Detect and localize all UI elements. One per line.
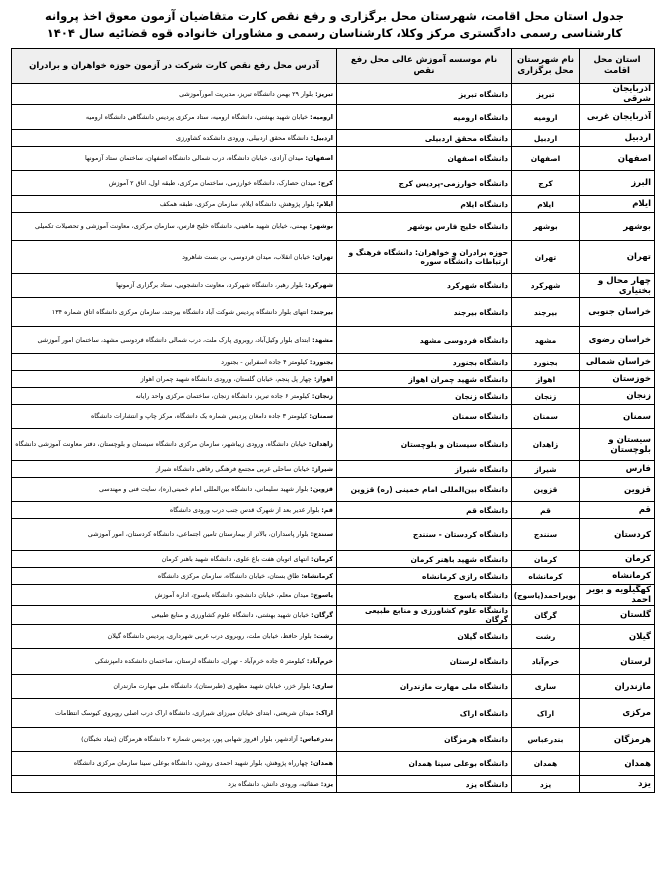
address-text: میدان معلم، خیابان دانشجو، دانشگاه یاسوج، اداره آموزش — [154, 590, 309, 599]
address-cell — [12, 130, 337, 147]
address-city-label: اصفهان: — [305, 154, 333, 163]
province-cell: لرستان — [580, 649, 655, 675]
institution-cell: دانشگاه کردستان - سنندج — [337, 519, 512, 551]
institution-cell: دانشگاه شهرکرد — [337, 274, 512, 298]
province-cell: کرمانشاه — [580, 568, 655, 585]
address-text: دانشگاه محقق اردبیلی، ورودی دانشکده کشاورزی — [176, 133, 309, 142]
table-row — [12, 196, 655, 213]
city-cell: کرج — [512, 171, 580, 196]
institution-cell: دانشگاه زنجان — [337, 388, 512, 405]
city-cell: سنندج — [512, 519, 580, 551]
province-cell: البرز — [580, 171, 655, 196]
table-row — [12, 274, 655, 298]
institution-cell: دانشگاه محقق اردبیلی — [337, 130, 512, 147]
address-city-label: اراک: — [315, 708, 333, 717]
institution-cell: دانشگاه بین‌المللی امام خمینی (ره) قزوین — [337, 478, 512, 502]
province-cell: همدان — [580, 752, 655, 776]
address-cell — [12, 371, 337, 388]
institution-cell: دانشگاه ارومیه — [337, 105, 512, 130]
city-cell: بندرعباس — [512, 728, 580, 752]
address-text: بلوار پژوهش، دانشگاه ایلام، سازمان مرکزی، طبقه همکف — [159, 199, 315, 208]
province-cell: اردبیل — [580, 130, 655, 147]
city-cell: اراک — [512, 699, 580, 728]
institution-cell: دانشگاه گیلان — [337, 625, 512, 649]
address-city-label: شیراز: — [311, 464, 333, 473]
address-cell — [12, 568, 337, 585]
province-cell: آذربایجان غربی — [580, 105, 655, 130]
province-cell: خراسان جنوبی — [580, 298, 655, 327]
address-city-label: خرم‌آباد: — [306, 657, 333, 666]
address-city-label: بوشهر: — [309, 222, 333, 231]
address-text: بلوار غدیر بعد از شهرک قدس جنب درب ورودی دانشگاه — [169, 505, 320, 514]
address-text: چهارراه پژوهش، بلوار شهید احمدی روشن، دانشگاه بوعلی سینا سازمان مرکزی دانشگاه — [73, 759, 309, 768]
city-cell: مشهد — [512, 327, 580, 354]
address-cell — [12, 585, 337, 606]
address-text: طاق بستان، خیابان دانشگاه، سازمان مرکزی دانشگاه — [157, 571, 300, 580]
city-cell: کرمان — [512, 551, 580, 568]
table-row — [12, 105, 655, 130]
address-city-label: همدان: — [310, 759, 333, 768]
address-city-label: ارومیه: — [310, 112, 333, 121]
address-cell — [12, 213, 337, 241]
province-cell: زنجان — [580, 388, 655, 405]
address-cell — [12, 327, 337, 354]
institution-cell: دانشگاه رازی کرمانشاه — [337, 568, 512, 585]
address-text: کیلومتر ۵ جاده خرم‌آباد - تهران، دانشگاه لرستان، ساختمان دانشکده دامپزشکی — [94, 657, 305, 666]
province-cell: آذربایجان شرقی — [580, 84, 655, 105]
institution-cell: دانشگاه علوم کشاورزی و منابع طبیعی گرگان — [337, 606, 512, 625]
city-cell: شهرکرد — [512, 274, 580, 298]
city-cell: زاهدان — [512, 429, 580, 461]
address-text: خیابان ساحلی غربی مجتمع فرهنگی رفاهی دانشگاه شیراز — [155, 464, 310, 473]
address-text: بلوار پاسداران، بالاتر از بیمارستان تامین اجتماعی، دانشگاه کردستان، امور آموزشی — [87, 530, 309, 539]
city-cell: اهواز — [512, 371, 580, 388]
address-cell — [12, 606, 337, 625]
table-row — [12, 371, 655, 388]
address-city-label: ایلام: — [316, 199, 333, 208]
city-cell: بجنورد — [512, 354, 580, 371]
province-cell: یزد — [580, 776, 655, 793]
institution-cell: دانشگاه بوعلی سینا همدان — [337, 752, 512, 776]
city-cell: بیرجند — [512, 298, 580, 327]
address-text: بلوار شهید سلیمانی، دانشگاه بین‌المللی امام خمینی(ره)، سایت فنی و مهندسی — [98, 485, 309, 494]
address-text: انتهای بلوار دانشگاه پردیس شوکت آباد دانشگاه بیرجند، سازمان مرکزی دانشگاه اتاق شماره ۱۳۴ — [51, 307, 309, 316]
table-row — [12, 213, 655, 241]
address-cell — [12, 196, 337, 213]
table-row — [12, 354, 655, 371]
province-cell: فارس — [580, 461, 655, 478]
address-cell — [12, 147, 337, 171]
address-city-label: مشهد: — [312, 335, 333, 344]
institution-cell: حوزه برادران و خواهران: دانشگاه فرهنگ و ارتباطات دانشگاه سوره — [337, 241, 512, 274]
address-text: بهمنی، خیابان شهید ماهینی، دانشگاه خلیج فارس، سازمان مرکزی، معاونت آموزشی و تحصیلات تکمیلی — [34, 222, 308, 231]
institution-cell: دانشگاه خلیج فارس بوشهر — [337, 213, 512, 241]
address-city-label: اهواز: — [313, 374, 333, 383]
institution-cell: دانشگاه ایلام — [337, 196, 512, 213]
province-cell: سیستان و بلوچستان — [580, 429, 655, 461]
city-cell: بوشهر — [512, 213, 580, 241]
address-text: چهار پل پنجم، خیابان گلستان، ورودی دانشگاه شهید چمران اهواز — [140, 374, 312, 383]
institution-cell: دانشگاه شهید چمران اهواز — [337, 371, 512, 388]
address-cell — [12, 461, 337, 478]
address-text: انتهای اتوبان هفت باغ علوی، دانشگاه شهید باهنر کرمان — [161, 554, 309, 563]
table-row — [12, 84, 655, 105]
institution-cell: دانشگاه بیرجند — [337, 298, 512, 327]
table-row — [12, 388, 655, 405]
province-cell: تهران — [580, 241, 655, 274]
address-city-label: ساری: — [312, 682, 333, 691]
address-text: بلوار خزر، خیابان شهید مطهری (طبرستان)، دانشگاه ملی مهارت مازندران — [113, 682, 311, 691]
province-cell: سمنان — [580, 405, 655, 429]
institution-cell: دانشگاه ملی مهارت مازندران — [337, 675, 512, 699]
address-cell — [12, 752, 337, 776]
province-cell: کرمان — [580, 551, 655, 568]
address-text: میدان حصارک، دانشگاه خوارزمی، ساختمان مرکزی، طبقه اول، اتاق ۲ آموزش — [108, 178, 317, 187]
table-row — [12, 461, 655, 478]
table-row — [12, 502, 655, 519]
institution-cell: دانشگاه سیستان و بلوچستان — [337, 429, 512, 461]
city-cell: یزد — [512, 776, 580, 793]
address-text: کیلومتر ۶ جاده تبریز، دانشگاه زنجان، ساختمان مرکزی واحد رایانه — [135, 391, 310, 400]
institution-cell: دانشگاه تبریز — [337, 84, 512, 105]
address-city-label: کرج: — [318, 178, 333, 187]
table-row — [12, 776, 655, 793]
table-header-row — [12, 49, 655, 84]
province-cell: کهگیلویه و بویر احمد — [580, 585, 655, 606]
table-row — [12, 675, 655, 699]
header-province: استان محل اقامت — [580, 49, 655, 84]
institution-cell: دانشگاه بجنورد — [337, 354, 512, 371]
city-cell: اصفهان — [512, 147, 580, 171]
address-city-label: قم: — [321, 505, 333, 514]
city-cell: ساری — [512, 675, 580, 699]
institution-cell: دانشگاه اصفهان — [337, 147, 512, 171]
address-cell — [12, 649, 337, 675]
table-row — [12, 752, 655, 776]
address-cell — [12, 551, 337, 568]
province-cell: بوشهر — [580, 213, 655, 241]
address-city-label: زاهدان: — [308, 440, 333, 449]
province-cell: هرمزگان — [580, 728, 655, 752]
address-city-label: یاسوج: — [310, 590, 333, 599]
province-cell: خراسان رضوی — [580, 327, 655, 354]
address-cell — [12, 274, 337, 298]
address-city-label: تهران: — [312, 252, 333, 261]
province-cell: گلستان — [580, 606, 655, 625]
province-cell: قزوین — [580, 478, 655, 502]
address-city-label: تبریز: — [315, 89, 333, 98]
province-cell: مرکزی — [580, 699, 655, 728]
table-row — [12, 130, 655, 147]
address-city-label: زنجان: — [311, 391, 333, 400]
address-cell — [12, 429, 337, 461]
address-text: ابتدای بلوار وکیل‌آباد، روبروی پارک ملت، درب شمالی دانشگاه فردوسی مشهد، ساختمان امور آموزشی — [37, 335, 311, 344]
address-text: کیلومتر ۳ جاده دامغان پردیس شماره یک دانشگاه، مرکز چاپ و انتشارات دانشگاه — [90, 412, 308, 421]
address-text: صفائیه، ورودی دانش، دانشگاه یزد — [228, 779, 319, 788]
province-cell: ایلام — [580, 196, 655, 213]
table-row — [12, 478, 655, 502]
institution-cell: دانشگاه هرمزگان — [337, 728, 512, 752]
table-row — [12, 699, 655, 728]
institution-cell: دانشگاه یزد — [337, 776, 512, 793]
city-cell: اردبیل — [512, 130, 580, 147]
city-cell: بویراحمد(یاسوج) — [512, 585, 580, 606]
city-cell: ارومیه — [512, 105, 580, 130]
header-address: آدرس محل رفع نقص کارت شرکت در آزمون حوزه خواهران و برادران — [12, 49, 337, 84]
address-cell — [12, 776, 337, 793]
city-cell: تبریز — [512, 84, 580, 105]
province-cell: خوزستان — [580, 371, 655, 388]
table-row — [12, 728, 655, 752]
address-city-label: گرگان: — [311, 610, 333, 619]
address-cell — [12, 625, 337, 649]
address-text: خیابان دانشگاه، ورودی زیباشهر، سازمان مرکزی دانشگاه سیستان و بلوچستان، دفتر معاونت آموزشی دانشگاه — [15, 440, 307, 449]
table-row — [12, 625, 655, 649]
institution-cell: دانشگاه خوارزمی-پردیس کرج — [337, 171, 512, 196]
address-cell — [12, 171, 337, 196]
city-cell: سمنان — [512, 405, 580, 429]
institution-cell: دانشگاه یاسوج — [337, 585, 512, 606]
address-city-label: شهرکرد: — [304, 281, 333, 290]
city-cell: خرم‌آباد — [512, 649, 580, 675]
address-city-label: بندرعباس: — [299, 735, 333, 744]
address-cell — [12, 675, 337, 699]
address-cell — [12, 354, 337, 371]
city-cell: رشت — [512, 625, 580, 649]
table-row — [12, 147, 655, 171]
address-text: خیابان انقلاب، میدان فردوسی، بن بست شاهرود — [182, 252, 311, 261]
address-text: کیلومتر ۴ جاده اسفراین - بجنورد — [221, 357, 308, 366]
city-cell: کرمانشاه — [512, 568, 580, 585]
province-cell: کردستان — [580, 519, 655, 551]
table-row — [12, 171, 655, 196]
table-row — [12, 429, 655, 461]
city-cell: قم — [512, 502, 580, 519]
institution-cell: دانشگاه فردوسی مشهد — [337, 327, 512, 354]
city-cell: قزوین — [512, 478, 580, 502]
address-text: بلوار حافظ، خیابان ملت، روبروی درب غربی شهرداری، پردیس دانشگاه گیلان — [107, 632, 312, 641]
address-cell — [12, 105, 337, 130]
table-row — [12, 327, 655, 354]
address-text: میدان آزادی، خیابان دانشگاه، درب شمالی دانشگاه اصفهان، ساختمان ستاد آزمونها — [84, 154, 304, 163]
address-text: بلوار ۲۹ بهمن دانشگاه تبریز، مدیریت امورآموزشی — [179, 89, 314, 98]
address-text: آزادشهر، بلوار افروز شهابی پور، پردیس شماره ۲ دانشگاه هرمزگان (بنیاد نخبگان) — [81, 735, 298, 744]
city-cell: تهران — [512, 241, 580, 274]
table-row — [12, 298, 655, 327]
address-city-label: سمنان: — [309, 412, 333, 421]
institution-cell: دانشگاه شهید باهنر کرمان — [337, 551, 512, 568]
address-cell — [12, 728, 337, 752]
address-cell — [12, 298, 337, 327]
address-text: خیابان شهید بهشتی، دانشگاه ارومیه، ستاد مرکزی پردیس دانشگاهی دانشگاه ارومیه — [85, 112, 309, 121]
address-city-label: بجنورد: — [309, 357, 333, 366]
address-city-label: رشت: — [313, 632, 333, 641]
address-city-label: یزد: — [320, 779, 333, 788]
institution-cell: دانشگاه لرستان — [337, 649, 512, 675]
province-cell: چهار محال و بختیاری — [580, 274, 655, 298]
city-cell: همدان — [512, 752, 580, 776]
address-text: خیابان شهید بهشتی، دانشگاه علوم کشاورزی و منابع طبیعی — [151, 610, 310, 619]
institution-cell: دانشگاه اراک — [337, 699, 512, 728]
address-cell — [12, 699, 337, 728]
province-cell: مازندران — [580, 675, 655, 699]
address-cell — [12, 241, 337, 274]
city-cell: گرگان — [512, 606, 580, 625]
table-row — [12, 568, 655, 585]
address-cell — [12, 388, 337, 405]
city-cell: زنجان — [512, 388, 580, 405]
address-city-label: اردبیل: — [310, 133, 333, 142]
address-city-label: کرمان: — [310, 554, 333, 563]
address-text: بلوار رهبر، دانشگاه شهرکرد، معاونت دانشجویی، ستاد برگزاری آزمونها — [116, 281, 303, 290]
province-cell: قم — [580, 502, 655, 519]
address-cell — [12, 502, 337, 519]
address-text: میدان شریعتی، ابتدای خیابان میرزای شیرازی، دانشگاه اراک درب اصلی روبروی کیوسک انتظامات — [54, 708, 314, 717]
table-row — [12, 405, 655, 429]
address-cell — [12, 84, 337, 105]
address-city-label: بیرجند: — [310, 307, 333, 316]
table-body — [12, 84, 655, 793]
address-city-label: کرمانشاه: — [301, 571, 333, 580]
city-cell: شیراز — [512, 461, 580, 478]
address-cell — [12, 519, 337, 551]
address-cell — [12, 478, 337, 502]
province-cell: خراسان شمالی — [580, 354, 655, 371]
document-title: جدول استان محل اقامت، شهرستان محل برگزاری و رفع نقص کارت متقاضیان آزمون معوق اخذ پروانه کارشناسی رسمی دادگستری مرکز وکلا، کارشناسان رسمی و مشاوران خانواده قوه قضائیه سال ۱۴۰۴ — [44, 9, 625, 40]
address-city-label: سنندج: — [310, 530, 333, 539]
address-cell — [12, 405, 337, 429]
table-row — [12, 551, 655, 568]
address-city-label: قزوین: — [310, 485, 333, 494]
institution-cell: دانشگاه سمنان — [337, 405, 512, 429]
province-cell: اصفهان — [580, 147, 655, 171]
header-city: نام شهرستان محل برگزاری — [512, 49, 580, 84]
table-row — [12, 606, 655, 625]
table-row — [12, 241, 655, 274]
city-cell: ایلام — [512, 196, 580, 213]
province-cell: گیلان — [580, 625, 655, 649]
table-row — [12, 585, 655, 606]
table-row — [12, 649, 655, 675]
institution-cell: دانشگاه شیراز — [337, 461, 512, 478]
exam-locations-table — [11, 48, 655, 793]
table-row — [12, 519, 655, 551]
header-institution: نام موسسه آموزش عالی محل رفع نقص — [337, 49, 512, 84]
institution-cell: دانشگاه قم — [337, 502, 512, 519]
